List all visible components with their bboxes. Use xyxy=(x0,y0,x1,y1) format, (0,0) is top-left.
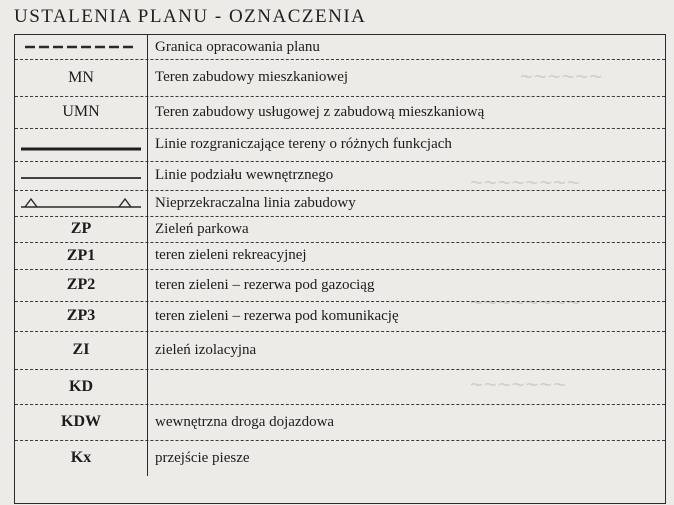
legend-row-zp xyxy=(15,216,665,243)
legend-description: teren zieleni rekreacyjnej xyxy=(155,247,307,263)
legend-symbol: Kx xyxy=(15,440,148,476)
legend-description: Nieprzekraczalna linia zabudowy xyxy=(155,194,356,211)
building-line-triangles-icon xyxy=(19,193,143,213)
legend-row-umn xyxy=(15,96,665,129)
legend-row-plan-boundary xyxy=(15,35,665,60)
legend-row-zi xyxy=(15,331,665,370)
bleed-through-line-4: ~~~~~~~ xyxy=(470,372,567,397)
legend-row-kx xyxy=(15,440,665,503)
legend-symbol: ZP1 xyxy=(15,242,148,269)
legend-description: Linie rozgraniczające tereny o różnych funkcjach xyxy=(155,136,452,152)
legend-symbol: ZP2 xyxy=(15,269,148,301)
legend-description: teren zieleni – rezerwa pod gazociąg xyxy=(155,276,375,293)
solid-line-icon xyxy=(19,135,143,155)
internal-division-symbol xyxy=(15,161,148,190)
legend-symbol: KDW xyxy=(15,404,148,440)
legend-description: Linie podziału wewnętrznego xyxy=(155,167,334,183)
thin-line-icon xyxy=(19,166,143,186)
legend-symbol: ZP xyxy=(15,216,148,242)
boundary-lines-symbol xyxy=(15,128,148,161)
legend-row-zp2 xyxy=(15,269,665,302)
legend-row-internal-division xyxy=(15,161,665,191)
legend-symbol: MN xyxy=(15,59,148,96)
legend-symbol: UMN xyxy=(15,96,148,128)
legend-row-zp1 xyxy=(15,242,665,270)
legend-row-kd xyxy=(15,369,665,405)
legend-table xyxy=(14,34,666,504)
legend-row-building-line xyxy=(15,190,665,217)
legend-row-boundary-lines xyxy=(15,128,665,162)
legend-row-kdw xyxy=(15,404,665,441)
legend-description xyxy=(155,369,661,404)
legend-description: Zieleń parkowa xyxy=(155,220,249,237)
page-title: USTALENIA PLANU - OZNACZENIA xyxy=(14,6,367,27)
building-line-symbol xyxy=(15,190,148,216)
legend-symbol: ZI xyxy=(15,331,148,369)
bleed-through-line-1: ~~~~~~ xyxy=(520,64,604,89)
legend-description: Granica opracowania planu xyxy=(155,38,320,55)
legend-symbol: KD xyxy=(15,369,148,404)
legend-description: wewnętrzna droga dojazdowa xyxy=(155,413,335,430)
legend-symbol: ZP3 xyxy=(15,301,148,331)
legend-row-mn xyxy=(15,59,665,97)
legend-description: Teren zabudowy mieszkaniowej xyxy=(155,69,349,85)
legend-description: zieleń izolacyjna xyxy=(155,341,257,358)
legend-description: przejście piesze xyxy=(155,449,250,466)
legend-description: Teren zabudowy usługowej z zabudową mieszkaniową xyxy=(155,103,485,120)
bleed-through-line-3: ~~~~~~~~ xyxy=(470,290,581,315)
plan-boundary-symbol xyxy=(15,35,148,59)
legend-description: teren zieleni – rezerwa pod komunikację xyxy=(155,307,399,324)
bleed-through-line-2: ~~~~~~~~ xyxy=(470,170,581,195)
plan-boundary-line-icon xyxy=(21,37,141,57)
legend-row-zp3 xyxy=(15,301,665,332)
